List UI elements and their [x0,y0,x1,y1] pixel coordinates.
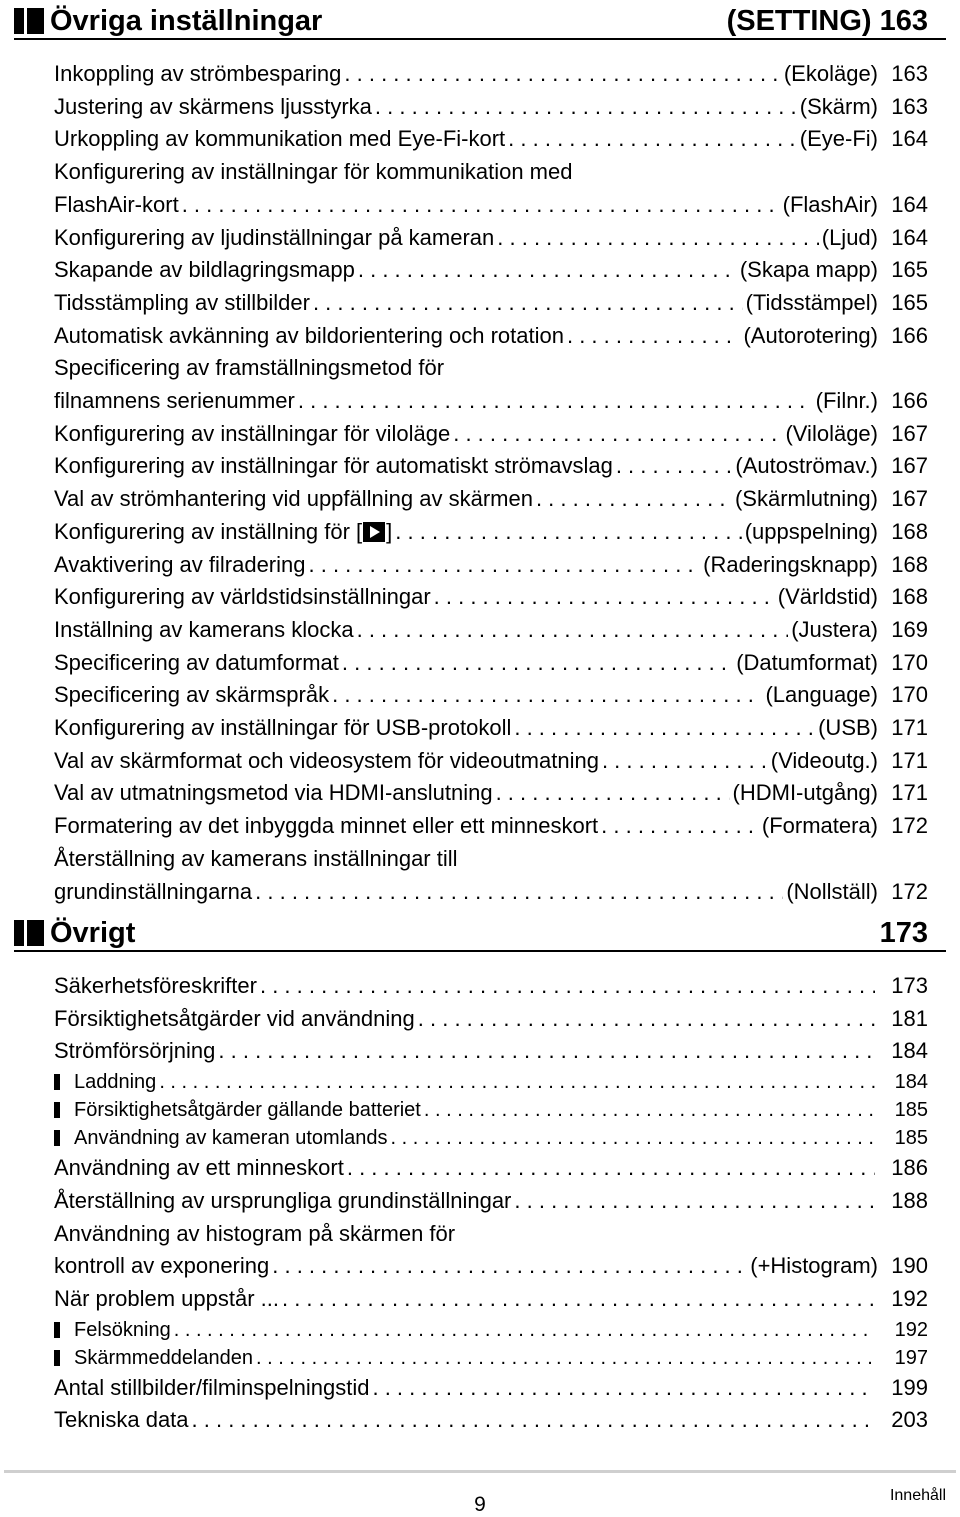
toc-entry-title-line: Konfigurering av inställningar för kommunikation med [54,159,573,185]
toc-entry-page: 181 [891,1005,928,1031]
dot-leader [313,287,743,320]
toc-entry-page: 185 [894,1127,928,1150]
toc-sub-entry[interactable] [54,1068,928,1096]
toc-entry[interactable] [54,647,928,680]
section-header-other [14,916,946,952]
dot-leader [434,581,775,614]
toc-entry-page: 172 [891,878,928,904]
toc-entry-menu-name: (Viloläge) [785,420,878,446]
dot-leader [395,516,741,549]
toc-entry-menu-name: (Ekoläge) [783,61,878,86]
toc-entry-title: Användning av kameran utomlands [54,1124,388,1152]
dot-leader [272,1250,747,1283]
dot-leader [567,320,741,353]
toc-entry[interactable] [54,745,928,778]
toc-entry-title: Val av skärmformat och videosystem för videoutmatning [54,747,599,773]
dot-leader [256,1344,875,1372]
toc-list-setting [54,58,928,908]
toc-entry[interactable] [54,156,928,221]
toc-entry[interactable] [54,516,928,549]
toc-entry-title: Skapande av bildlagringsmapp [54,257,355,283]
toc-entry-title: Inkoppling av strömbesparing [54,61,342,86]
dot-leader [514,1185,875,1218]
toc-sub-entry[interactable] [54,1344,928,1372]
dot-leader [453,418,782,451]
toc-entry-title: Automatisk avkänning av bildorientering och rotation [54,322,564,348]
toc-entry[interactable] [54,810,928,843]
toc-entry[interactable] [54,1035,928,1068]
toc-entry[interactable] [54,1218,928,1283]
toc-entry-page: 171 [891,780,928,806]
toc-entry-title: FlashAir-kort [54,191,179,217]
toc-entry-page: 169 [891,616,928,642]
toc-entry-page: 172 [891,813,928,839]
toc-entry[interactable] [54,483,928,516]
dot-leader [298,385,813,418]
toc-entry-page: 163 [891,93,928,119]
dot-leader [347,1152,875,1185]
toc-entry-page: 184 [891,1038,928,1064]
dot-leader [182,189,780,222]
toc-entry-page: 167 [891,486,928,512]
toc-entry-menu-name: (FlashAir) [782,191,878,217]
toc-entry[interactable] [54,450,928,483]
toc-entry-title: Konfigurering av inställningar för automatiskt strömavslag [54,453,613,479]
dot-leader [601,810,759,843]
footer-divider [4,1470,956,1473]
toc-entry-title: kontroll av exponering [54,1253,270,1279]
toc-entry-title: Tekniska data [54,1407,189,1433]
toc-entry-title [54,516,392,549]
toc-entry-menu-name: (USB) [818,715,878,741]
toc-entry-title: Konfigurering av inställningar för USB-protokoll [54,715,512,741]
dot-leader [344,58,780,91]
toc-list-other [54,970,928,1437]
toc-entry-page: 171 [891,747,928,773]
toc-entry-page: 170 [891,682,928,708]
toc-entry-title: Skärmmeddelanden [54,1344,253,1372]
toc-entry-page: 185 [894,1099,928,1122]
playback-icon [363,522,385,542]
toc-entry-title: När problem uppstår ... [54,1285,279,1311]
section-marker-icon [14,8,44,34]
toc-entry-title: Val av utmatningsmetod via HDMI-anslutning [54,780,493,806]
toc-entry[interactable] [54,614,928,647]
toc-entry[interactable] [54,1185,928,1218]
toc-entry-page: 171 [891,715,928,741]
toc-entry-title: Antal stillbilder/filminspelningstid [54,1374,370,1400]
toc-entry[interactable] [54,287,928,320]
toc-entry-page: 167 [891,453,928,479]
toc-entry-menu-name: (Autorotering) [743,322,878,348]
toc-entry-menu-name: (Skapa mapp) [739,257,878,283]
toc-entry-title-line: Användning av histogram på skärmen för [54,1220,456,1246]
toc-entry[interactable] [54,679,928,712]
toc-entry-title-line: Specificering av framställningsmetod för [54,355,445,381]
toc-entry-page: 164 [891,126,928,152]
section-title: Övrigt [50,917,136,949]
toc-entry-page: 165 [891,257,928,283]
toc-entry-menu-name: (Formatera) [761,813,878,839]
toc-entry-menu-name: (Tidsstämpel) [745,289,878,315]
toc-sub-entry[interactable] [54,1316,928,1344]
toc-entry[interactable] [54,1003,928,1036]
section-header-setting [14,4,946,40]
dot-leader [192,1404,875,1437]
toc-entry-menu-name: (Raderingsknapp) [703,551,878,577]
toc-entry-title: Återställning av ursprungliga grundinställningar [54,1187,512,1213]
dot-leader [372,1372,875,1405]
dot-leader [497,222,818,255]
dot-leader [357,614,789,647]
dot-leader [159,1068,875,1096]
dot-leader [260,970,875,1003]
toc-entry-page: 166 [891,322,928,348]
toc-entry-page: 164 [891,191,928,217]
toc-entry-page: 197 [894,1346,928,1369]
dot-leader [508,123,797,156]
toc-entry-menu-name: (Ljud) [821,224,878,250]
toc-entry-page: 163 [891,61,928,86]
toc-entry[interactable] [54,1404,928,1437]
toc-entry-title: Konfigurering av ljudinställningar på kameran [54,224,495,250]
toc-entry[interactable] [54,970,928,1003]
toc-entry-title: Val av strömhantering vid uppfällning av skärmen [54,486,533,512]
toc-entry-page: 199 [891,1374,928,1400]
toc-entry-page: 184 [894,1071,928,1094]
toc-entry-page: 192 [894,1318,928,1341]
toc-entry-page: 170 [891,649,928,675]
dot-leader [282,1283,875,1316]
toc-entry-menu-name: (Eye-Fi) [799,126,878,152]
toc-entry-title: Försiktighetsåtgärder vid användning [54,1005,415,1031]
toc-entry-title: grundinställningarna [54,878,253,904]
toc-entry[interactable] [54,777,928,810]
toc-entry-title: Justering av skärmens ljusstyrka [54,93,372,119]
dot-leader [358,254,737,287]
toc-entry-page: 164 [891,224,928,250]
toc-entry-title: Användning av ett minneskort [54,1155,344,1181]
toc-entry-page: 167 [891,420,928,446]
dot-leader [418,1003,875,1036]
dot-leader [424,1096,875,1124]
toc-entry[interactable] [54,843,928,908]
section-marker-icon [14,920,44,946]
toc-entry-title: Avaktivering av filradering [54,551,306,577]
toc-entry-page: 186 [891,1155,928,1181]
toc-entry-page: 168 [891,518,928,544]
toc-entry-page: 168 [891,584,928,610]
toc-entry-title: Formatering av det inbyggda minnet eller ett minneskort [54,813,599,839]
dot-leader [255,876,783,909]
dot-leader [602,745,768,778]
dot-leader [514,712,815,745]
toc-entry-title: filnamnens serienummer [54,388,295,414]
toc-entry[interactable] [54,320,928,353]
toc-entry-title: Konfigurering av världstidsinställningar [54,584,431,610]
toc-entry-title: Urkoppling av kommunikation med Eye-Fi-kort [54,126,506,152]
toc-entry-page: 192 [891,1285,928,1311]
toc-entry-page: 203 [891,1407,928,1433]
toc-entry-menu-name: (Language) [765,682,878,708]
toc-entry-page: 165 [891,289,928,315]
section-title: Övriga inställningar [50,5,323,37]
toc-entry[interactable] [54,222,928,255]
toc-entry-page: 166 [891,388,928,414]
toc-entry[interactable] [54,91,928,124]
toc-entry-menu-name: (HDMI-utgång) [732,780,878,806]
dot-leader [332,679,762,712]
toc-entry-title-part: Konfigurering av inställning för [ [54,518,363,544]
dot-leader [342,647,733,680]
toc-entry-title: Felsökning [54,1316,171,1344]
toc-sub-entry[interactable] [54,1124,928,1152]
toc-entry-title: Säkerhetsföreskrifter [54,973,257,998]
dot-leader [536,483,732,516]
footer-contents-link[interactable]: Innehåll [889,1487,946,1504]
toc-entry[interactable] [54,123,928,156]
dot-leader [616,450,733,483]
toc-entry-menu-name: (Justera) [791,616,878,642]
toc-entry[interactable] [54,581,928,614]
toc-entry[interactable] [54,1372,928,1405]
toc-entry[interactable] [54,58,928,91]
dot-leader [174,1316,875,1344]
toc-entry-title-part: ] [386,518,393,544]
toc-entry[interactable] [54,254,928,287]
section-page-ref: (SETTING) 163 [726,5,928,37]
toc-entry-title-line: Återställning av kamerans inställningar till [54,845,458,871]
toc-entry-page: 168 [891,551,928,577]
toc-entry-title: Inställning av kamerans klocka [54,616,354,642]
toc-entry-menu-name: (Nollställ) [786,878,878,904]
toc-entry-menu-name: (Datumformat) [736,649,878,675]
toc-entry-menu-name: (Skärmlutning) [734,486,878,512]
section-page-ref: 173 [879,917,928,949]
toc-entry-title: Konfigurering av inställningar för viloläge [54,420,451,446]
toc-entry-title: Laddning [54,1068,156,1096]
toc-entry-title: Försiktighetsåtgärder gällande batteriet [54,1096,421,1124]
toc-entry-title: Strömförsörjning [54,1038,216,1064]
toc-entry-menu-name: (Skärm) [799,93,878,119]
dot-leader [218,1035,875,1068]
toc-entry[interactable] [54,1152,928,1185]
dot-leader [375,91,797,124]
dot-leader [309,549,701,582]
toc-entry-menu-name: (Filnr.) [815,388,878,414]
dot-leader [391,1124,875,1152]
toc-sub-entry[interactable] [54,1096,928,1124]
toc-entry[interactable] [54,712,928,745]
toc-entry[interactable] [54,418,928,451]
toc-entry-menu-name: (Videoutg.) [770,747,878,773]
toc-entry-title: Tidsstämpling av stillbilder [54,289,310,315]
toc-entry-title: Specificering av datumformat [54,649,339,675]
page-number: 9 [474,1493,486,1516]
toc-entry-menu-name: (uppspelning) [744,518,878,544]
toc-entry-menu-name: (Autoströmav.) [735,453,878,479]
toc-entry-menu-name: (+Histogram) [750,1253,878,1279]
toc-entry-page: 188 [891,1187,928,1213]
dot-leader [496,777,730,810]
toc-entry[interactable] [54,1283,928,1316]
toc-entry-menu-name: (Världstid) [777,584,878,610]
toc-entry[interactable] [54,549,928,582]
toc-entry-page: 190 [891,1253,928,1279]
toc-entry-title: Specificering av skärmspråk [54,682,330,708]
toc-entry[interactable] [54,352,928,417]
toc-entry-page: 173 [891,973,928,998]
